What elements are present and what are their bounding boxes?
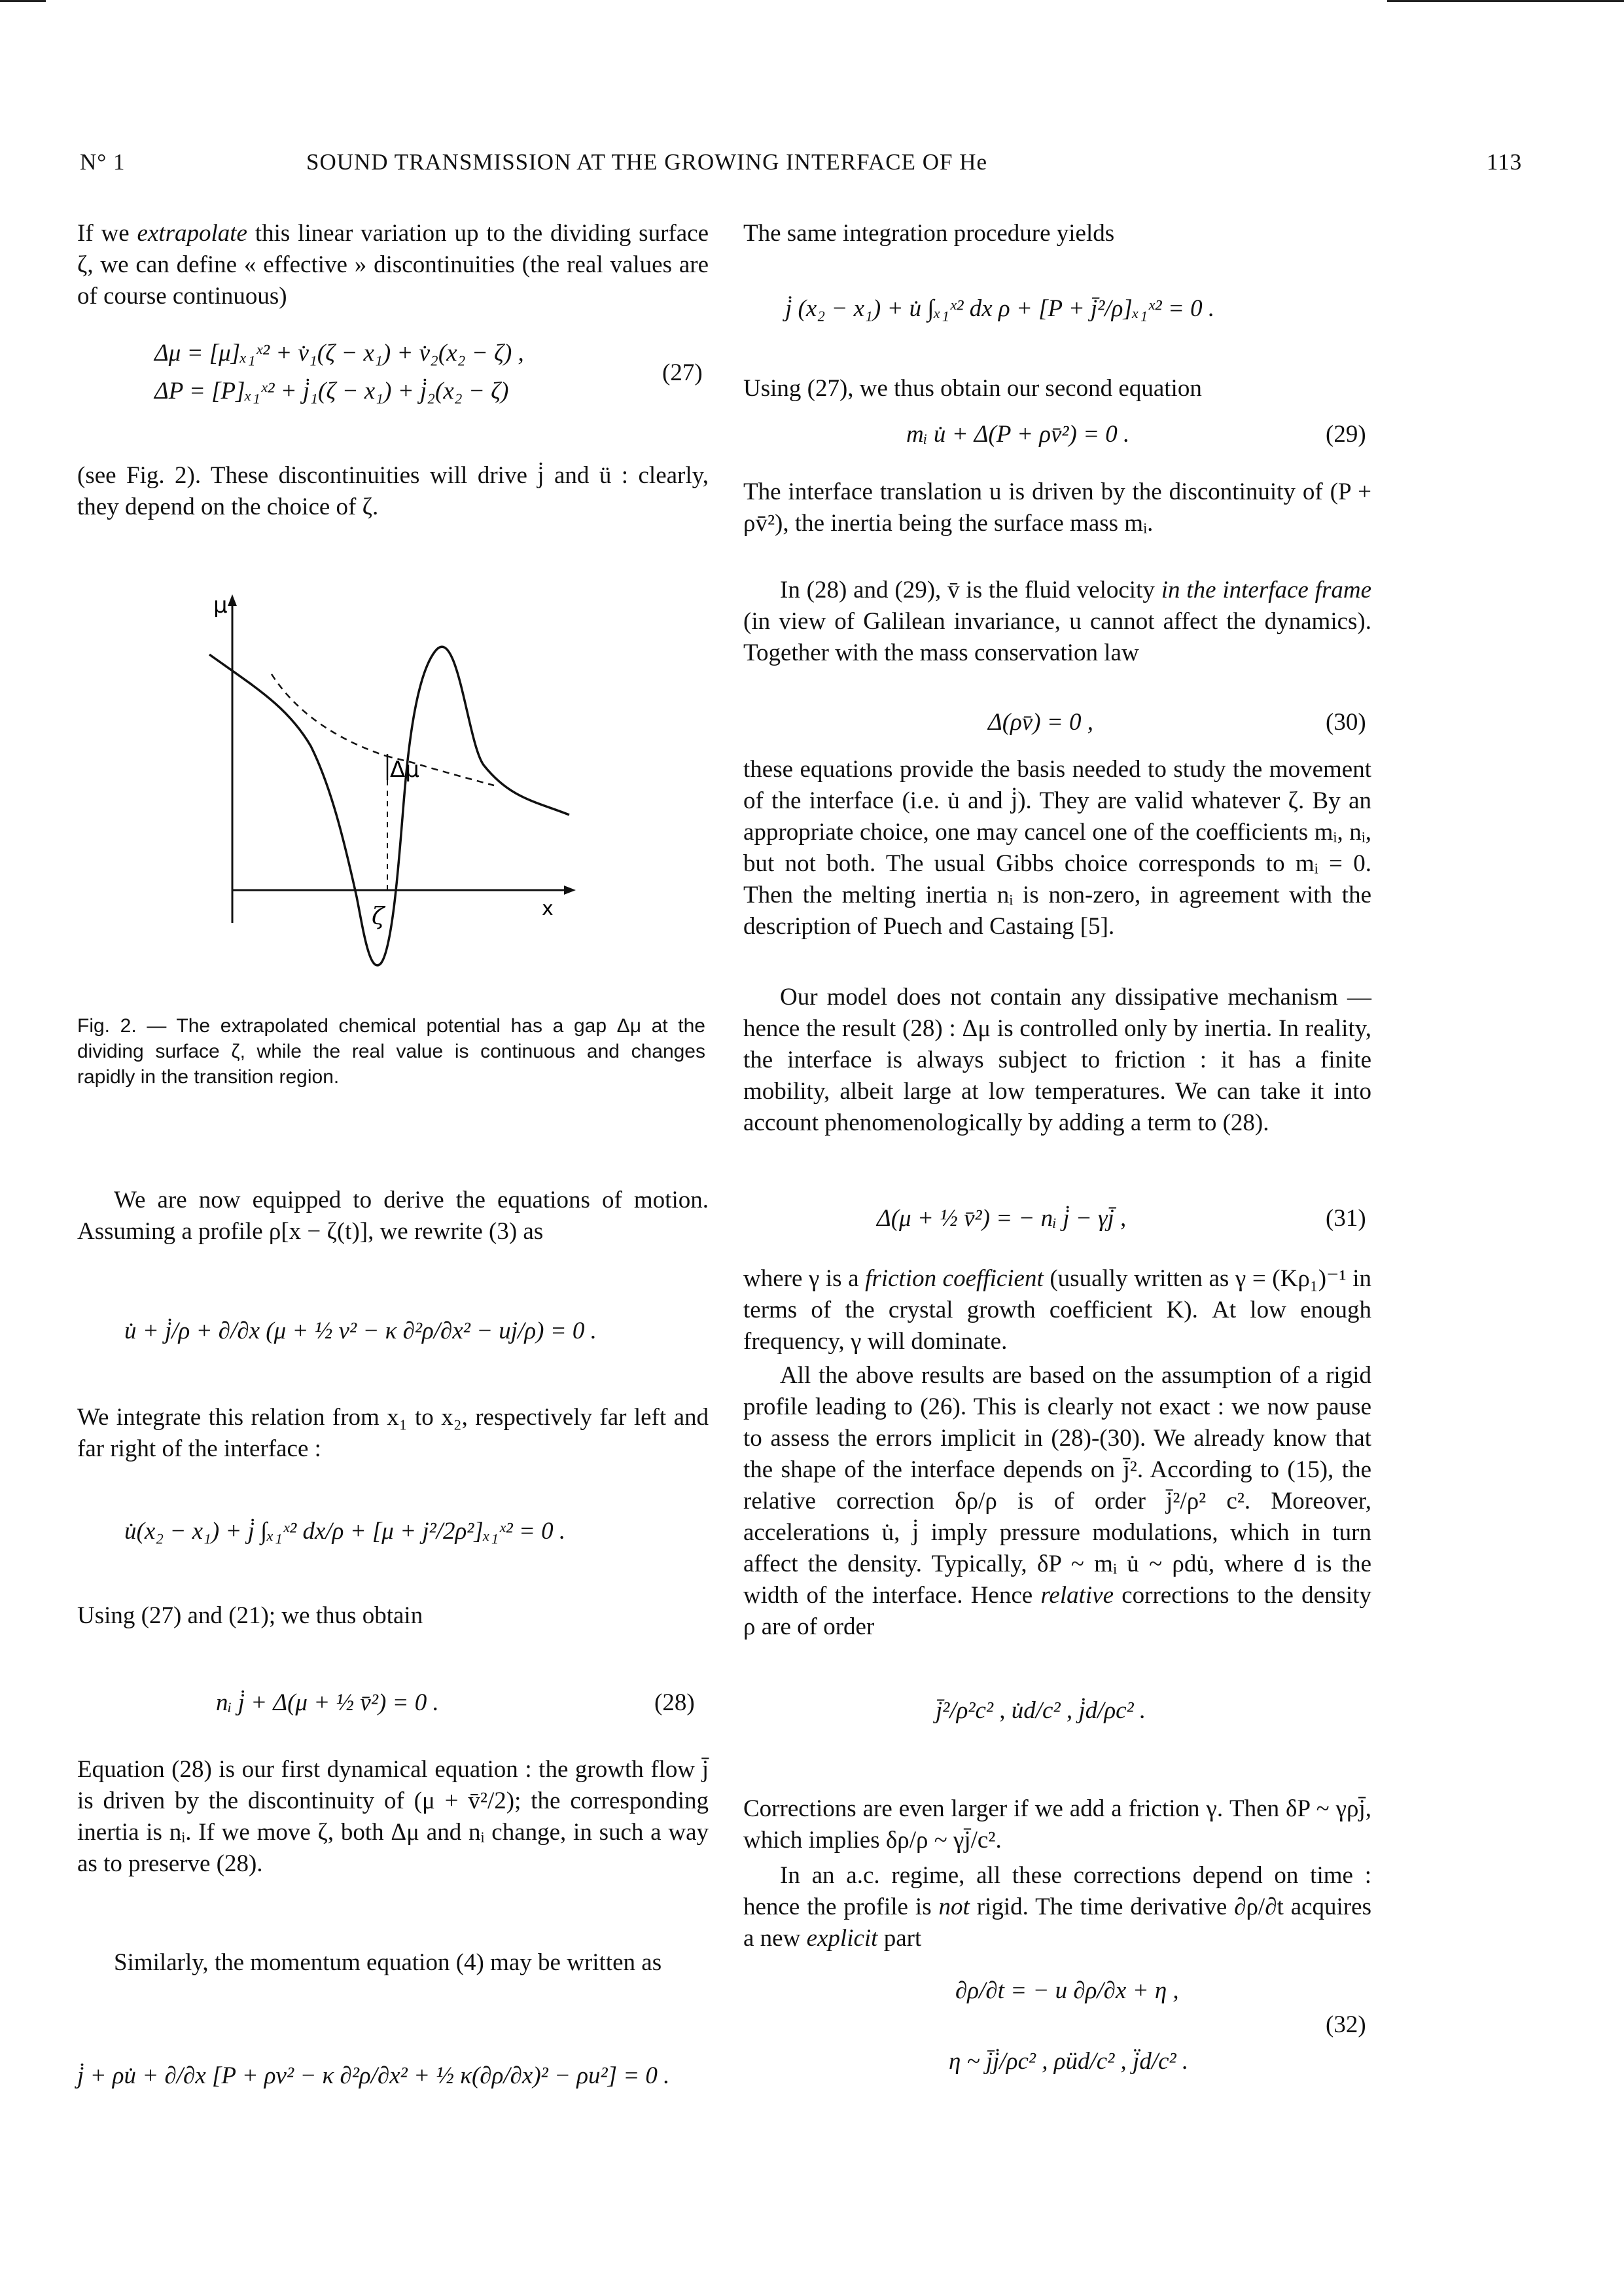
left-paragraph-4: We integrate this relation from x₁ to x₂, respectively far left and far right of the interface : bbox=[77, 1404, 709, 1462]
equation-rewritten-3: u̇ + j̇/ρ + ∂/∂x (μ + ½ v² − κ ∂²ρ/∂x² − uj/ρ) = 0 . bbox=[124, 1318, 597, 1344]
equation-31-number: (31) bbox=[1326, 1205, 1366, 1232]
top-edge-rule-left bbox=[0, 0, 46, 2]
equation-29: mᵢ u̇ + Δ(P + ρv̄²) = 0 . bbox=[906, 421, 1130, 448]
left-paragraph-7: Similarly, the momentum equation (4) may be written as bbox=[114, 1949, 662, 1976]
right-paragraph-4: In (28) and (29), v̄ is the fluid velocity in the interface frame (in view of Galilean invariance, u cannot affect the dynamics). Together with the mass conservation law bbox=[743, 577, 1372, 666]
issue-number: N° 1 bbox=[80, 149, 126, 175]
running-title: SOUND TRANSMISSION AT THE GROWING INTERFACE OF He bbox=[306, 149, 988, 175]
right-paragraph-2: Using (27), we thus obtain our second equation bbox=[743, 375, 1202, 402]
equation-30-number: (30) bbox=[1326, 709, 1366, 736]
figure-2-chemical-potential-plot bbox=[196, 583, 589, 982]
right-paragraph-3: The interface translation u is driven by the discontinuity of (P + ρv̄²), the inertia being the surface mass mᵢ. bbox=[743, 478, 1371, 537]
equation-27-line-2: ΔP = [P]ₓ₁ˣ² + j̇₁(ζ − x₁) + j̇₂(x₂ − ζ) bbox=[154, 378, 509, 404]
right-paragraph-9: Corrections are even larger if we add a friction γ. Then δP ~ γρj̄, which implies δρ/ρ ~ γj̄/c². bbox=[743, 1795, 1371, 1854]
equation-momentum-integrated: j̇ (x₂ − x₁) + u̇ ∫ₓ₁ˣ² dx ρ + [P + j̄²/ρ]ₓ₁ˣ² = 0 . bbox=[785, 295, 1215, 322]
equation-28: nᵢ j̇ + Δ(μ + ½ v̄²) = 0 . bbox=[216, 1689, 439, 1716]
equation-32-line-2: η ~ j̄j̇/ρc² , ρüd/c² , j̈d/c² . bbox=[949, 2048, 1189, 2075]
left-paragraph-3: We are now equipped to derive the equations of motion. Assuming a profile ρ[x − ζ(t)], we rewrite (3) as bbox=[77, 1187, 709, 1245]
x-axis-arrow bbox=[564, 886, 576, 895]
equation-28-number: (28) bbox=[654, 1689, 695, 1716]
equation-32-number: (32) bbox=[1326, 2011, 1366, 2038]
right-paragraph-1: The same integration procedure yields bbox=[743, 220, 1115, 247]
left-paragraph-1: If we extrapolate this linear variation up to the dividing surface ζ, we can define « effective » discontinuities (the real values are of course continuous) bbox=[77, 220, 709, 310]
page-number: 113 bbox=[1487, 149, 1523, 175]
equation-29-number: (29) bbox=[1326, 421, 1366, 448]
real-potential-curve bbox=[209, 647, 569, 965]
top-edge-rule-right bbox=[1387, 0, 1624, 2]
delta-mu-label: Δμ bbox=[390, 757, 419, 783]
equation-32-line-1: ∂ρ/∂t = − u ∂ρ/∂x + η , bbox=[955, 1977, 1179, 2004]
equation-31: Δ(μ + ½ v̄²) = − nᵢ j̇ − γj̄ , bbox=[877, 1205, 1127, 1232]
equation-30: Δ(ρv̄) = 0 , bbox=[988, 709, 1094, 736]
equation-correction-orders: j̄²/ρ²c² , u̇d/c² , j̇d/ρc² . bbox=[936, 1697, 1146, 1724]
right-paragraph-6: Our model does not contain any dissipative mechanism — hence the result (28) : Δμ is controlled only by inertia. In reality, the interface is always subject to friction : it has a finite mobility, albeit large at low temperatures. We can take it into account phenomenologically by adding a term to (28). bbox=[743, 984, 1371, 1136]
figure-2-caption: Fig. 2. — The extrapolated chemical potential has a gap Δμ at the dividing surface ζ, while the real value is continuous and changes rapidly in the transition region. bbox=[77, 1015, 705, 1088]
zeta-label: ζ bbox=[372, 903, 385, 930]
x-axis-label: x bbox=[542, 897, 554, 920]
left-paragraph-5: Using (27) and (21); we thus obtain bbox=[77, 1602, 423, 1629]
y-axis-arrow bbox=[228, 594, 237, 606]
right-paragraph-5: these equations provide the basis needed to study the movement of the interface (i.e. u̇ and j̇). They are valid whatever ζ. By an appropriate choice, one may cancel one of the coefficients mᵢ, nᵢ, but not both. The usual Gibbs choice corresponds to mᵢ = 0. Then the melting inertia nᵢ is non-zero, in agreement with the description of Puech and Castaing [5]. bbox=[743, 756, 1371, 940]
equation-integrated: u̇(x₂ − x₁) + j̇ ∫ₓ₁ˣ² dx/ρ + [μ + j²/2ρ²]ₓ₁ˣ² = 0 . bbox=[124, 1518, 566, 1545]
right-paragraph-7: where γ is a friction coefficient (usually written as γ = (Kρ₁)⁻¹ in terms of the crystal growth coefficient K). At low enough frequency, γ will dominate. bbox=[743, 1265, 1371, 1355]
right-paragraph-8: All the above results are based on the assumption of a rigid profile leading to (26). This is clearly not exact : we now pause to assess the errors implicit in (28)-(30). We already know that the shape of the interface depends on j̄². According to (15), the relative correction δρ/ρ is of order j̄²/ρ² c². Moreover, accelerations u̇, j̇ imply pressure modulations, which in turn affect the density. Typically, δP ~ mᵢ u̇ ~ ρdu̇, where d is the width of the interface. Hence relative corrections to the density ρ are of order bbox=[743, 1362, 1371, 1640]
mu-axis-label: μ bbox=[213, 592, 228, 619]
equation-27-line-1: Δμ = [μ]ₓ₁ˣ² + v̇₁(ζ − x₁) + v̇₂(x₂ − ζ) , bbox=[154, 340, 524, 367]
equation-27-number: (27) bbox=[662, 359, 703, 386]
left-paragraph-6: Equation (28) is our first dynamical equation : the growth flow j̄ is driven by the discontinuity of (μ + v̄²/2); the corresponding inertia is nᵢ. If we move ζ, both Δμ and nᵢ change, in such a way as to preserve (28). bbox=[77, 1756, 709, 1877]
left-paragraph-2: (see Fig. 2). These discontinuities will drive j̇ and ü : clearly, they depend on the choice of ζ. bbox=[77, 462, 709, 520]
right-paragraph-10: In an a.c. regime, all these corrections depend on time : hence the profile is not rigid. The time derivative ∂ρ/∂t acquires a new explicit part bbox=[743, 1862, 1371, 1952]
equation-momentum: j̇ + ρu̇ + ∂/∂x [P + ρv² − κ ∂²ρ/∂x² + ½ κ(∂ρ/∂x)² − ρu²] = 0 . bbox=[77, 2062, 670, 2089]
